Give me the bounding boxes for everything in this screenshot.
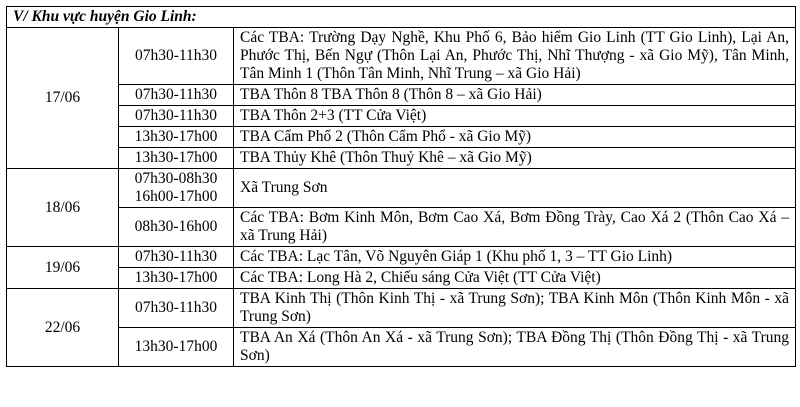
area-cell: TBA Thôn 2+3 (TT Cửa Việt) — [234, 106, 796, 127]
time-slot: 07h30-11h30 — [134, 107, 218, 124]
area-cell: Xã Trung Sơn — [234, 169, 796, 208]
table-row — [7, 28, 796, 85]
time-slot: 13h30-17h00 — [134, 338, 218, 355]
time-slot: 13h30-17h00 — [134, 269, 218, 286]
time-slot: 13h30-17h00 — [134, 149, 218, 166]
date-cell: 22/06 — [7, 289, 119, 367]
time-slot: 07h30-11h30 — [134, 299, 218, 316]
area-cell: Các TBA: Lạc Tân, Võ Nguyên Giáp 1 (Khu phố 1, 3 – TT Gio Linh) — [234, 247, 796, 268]
time-cell — [119, 208, 234, 247]
table-row — [7, 85, 796, 106]
time-slot: 13h30-17h00 — [134, 128, 218, 145]
table-row — [7, 208, 796, 247]
time-slot: 07h30-11h30 — [134, 47, 218, 64]
date-cell: 18/06 — [7, 169, 119, 247]
table-row — [7, 169, 796, 208]
area-cell: TBA Cẩm Phổ 2 (Thôn Cẩm Phổ - xã Gio Mỹ) — [234, 127, 796, 148]
table-row — [7, 127, 796, 148]
time-cell — [119, 28, 234, 85]
time-cell — [119, 289, 234, 328]
time-slot: 07h30-11h30 — [134, 248, 218, 265]
time-cell — [119, 169, 234, 208]
date-cell: 17/06 — [7, 28, 119, 169]
time-cell — [119, 148, 234, 169]
time-cell — [119, 85, 234, 106]
table-row — [7, 328, 796, 367]
area-cell: TBA Thôn 8 TBA Thôn 8 (Thôn 8 – xã Gio Hải) — [234, 85, 796, 106]
table-row — [7, 247, 796, 268]
time-cell — [119, 268, 234, 289]
section-title: V/ Khu vực huyện Gio Linh: — [7, 7, 796, 28]
date-cell: 19/06 — [7, 247, 119, 289]
time-slot: 07h30-08h30 — [134, 170, 218, 187]
time-slot: 16h00-17h00 — [134, 188, 218, 205]
section-header-row — [7, 7, 796, 28]
area-cell: TBA Thủy Khê (Thôn Thuỷ Khê – xã Gio Mỹ) — [234, 148, 796, 169]
time-cell — [119, 328, 234, 367]
area-cell: Các TBA: Trường Dạy Nghề, Khu Phố 6, Bảo hiểm Gio Linh (TT Gio Linh), Lại An, Phước Thị, Bến Ngự (Thôn Lại An, Phước Thị, Nhĩ Thượng - xã Gio Mỹ), Tân Minh, Tân Minh 1 (Thôn Tân Minh, Nhĩ Trung – xã Gio Hải) — [234, 28, 796, 85]
time-cell — [119, 127, 234, 148]
crop-edge — [0, 401, 800, 407]
table-row — [7, 148, 796, 169]
table-row — [7, 106, 796, 127]
area-cell: Các TBA: Bơm Kinh Môn, Bơm Cao Xá, Bơm Đồng Trày, Cao Xá 2 (Thôn Cao Xá – xã Trung Hải) — [234, 208, 796, 247]
time-slot: 08h30-16h00 — [134, 218, 218, 235]
time-cell — [119, 247, 234, 268]
table-row — [7, 289, 796, 328]
outage-schedule-table — [6, 6, 796, 367]
time-cell — [119, 106, 234, 127]
table-row — [7, 268, 796, 289]
area-cell: TBA An Xá (Thôn An Xá - xã Trung Sơn); TBA Đồng Thị (Thôn Đồng Thị - xã Trung Sơn) — [234, 328, 796, 367]
time-slot: 07h30-11h30 — [134, 86, 218, 103]
area-cell: TBA Kinh Thị (Thôn Kinh Thị - xã Trung Sơn); TBA Kinh Môn (Thôn Kinh Môn - xã Trung Sơn) — [234, 289, 796, 328]
area-cell: Các TBA: Long Hà 2, Chiếu sáng Cửa Việt (TT Cửa Việt) — [234, 268, 796, 289]
